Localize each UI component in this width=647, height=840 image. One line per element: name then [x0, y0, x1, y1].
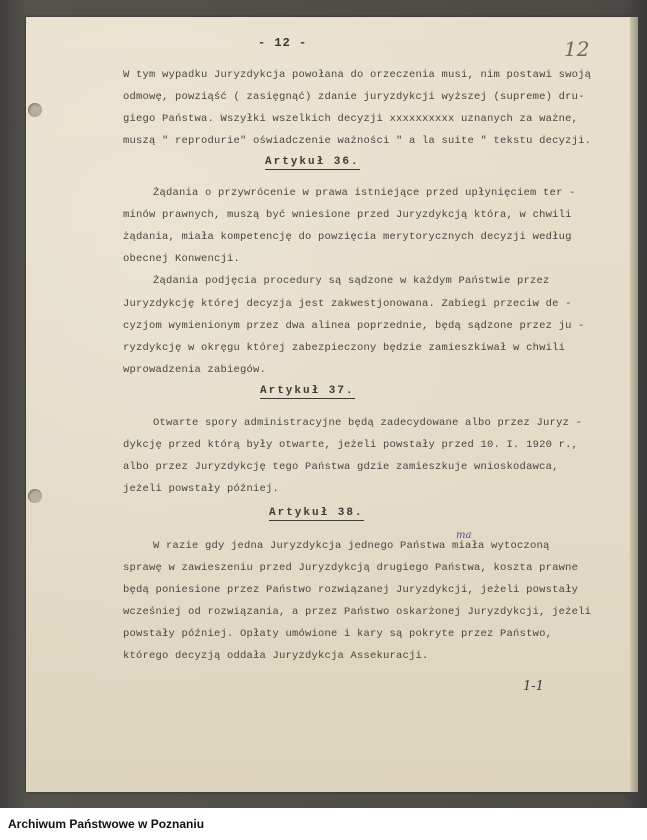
article-heading: Artykuł 38. [269, 507, 364, 519]
text-line: giego Państwa. Wszyłki wszelkich decyzji xxxxxxxxxx uznanych za ważne, [123, 113, 579, 125]
text-line: muszą " reprodurie" oświadczenie ważności " a la suite " tekstu decyzji. [123, 135, 592, 147]
handwritten-edit: ma [456, 530, 472, 541]
text-line: Juryzdykcję której decyzja jest zakwestjonowana. Zabiegi przeciw de - [123, 298, 572, 310]
archive-credit: Archiwum Państwowe w Poznaniu [8, 817, 205, 831]
article-heading: Artykuł 37. [260, 385, 355, 397]
text-line: którego decyzją oddała Juryzdykcja Assekuracji. [123, 650, 429, 662]
text-line: Otwarte spory administracyjne będą zadecydowane albo przez Juryz - [153, 417, 583, 429]
text-line: W tym wypadku Juryzdykcja powołana do orzeczenia musi, nim postawi swoją [123, 69, 592, 81]
punch-hole [28, 489, 42, 503]
text-line: albo przez Juryzdykcję tego Państwa gdzie zamieszkuje wnioskodawca, [123, 461, 559, 473]
text-line: będą poniesione przez Państwo rozwiązanej Juryzdykcji, jeżeli powstały [123, 584, 579, 596]
text-line: wprowadzenia zabiegów. [123, 364, 267, 376]
text-line: wcześniej od rozwiązania, a przez Państwo oskarżonej Juryzdykcji, jeżeli [123, 606, 592, 618]
text-line: Żądania o przywrócenie w prawa istniejące przed upłynięciem ter - [153, 187, 576, 199]
text-line: W razie gdy jedna Juryzdykcja jednego Państwa miała wytoczoną [153, 540, 550, 552]
text-line: obecnej Konwencji. [123, 253, 241, 265]
text-line: powstały później. Opłaty umówione i kary są pokryte przez Państwo, [123, 628, 553, 640]
page-number: - 12 - [258, 36, 308, 50]
text-line: dykcję przed którą były otwarte, jeżeli powstały przed 10. I. 1920 r., [123, 439, 579, 451]
text-line: ryzdykcję w okręgu której zabezpieczony będzie zamieszkiwał w chwili [123, 342, 566, 354]
punch-hole [28, 103, 42, 117]
text-line: Żądania podjęcia procedury są sądzone w każdym Państwie przez [153, 275, 550, 287]
text-line: odmowę, powziąść ( zasięgnąć) zdanie juryzdykcji wyższej (supreme) dru- [123, 91, 585, 103]
handwritten-mark: 1-1 [523, 679, 544, 694]
text-line: cyzjom wymienionym przez dwa alinea poprzednie, będą sądzone przez ju - [123, 320, 585, 332]
text-line: sprawę w zawieszeniu przed Juryzdykcją drugiego Państwa, koszta prawne [123, 562, 579, 574]
text-line: minów prawnych, muszą być wniesione przed Juryzdykcją która, w chwili [123, 209, 572, 221]
document-page [26, 17, 630, 792]
article-heading: Artykuł 36. [265, 156, 360, 168]
handwritten-page-number: 12 [564, 37, 590, 61]
text-line: żądania, miała kompetencję do powzięcia merytorycznych decyzji według [123, 231, 572, 243]
text-line: jeżeli powstały później. [123, 483, 280, 495]
